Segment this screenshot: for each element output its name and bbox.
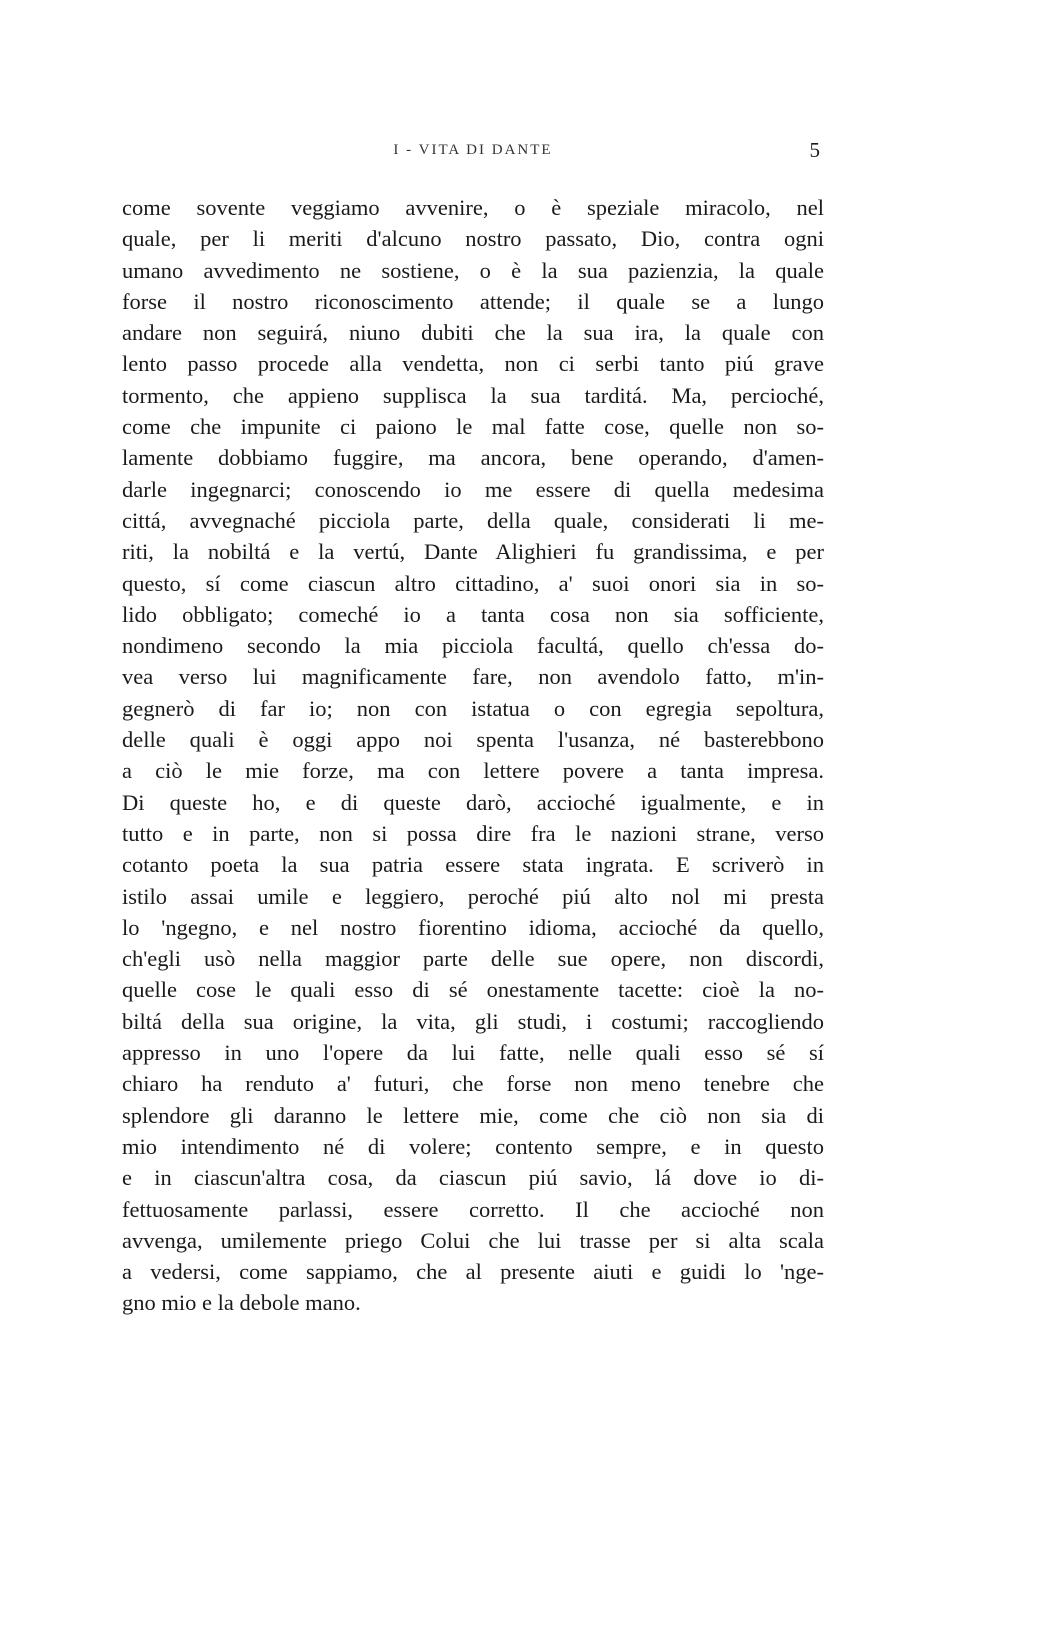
text-line: lamente dobbiamo fuggire, ma ancora, bene operando, d'amen- <box>122 445 824 471</box>
text-line: come sovente veggiamo avvenire, o è speziale miracolo, nel <box>122 195 824 220</box>
text-line: tormento, che appieno supplisca la sua tarditá. Ma, percioché, <box>122 382 824 408</box>
text-line: cotanto poeta la sua patria essere stata ingrata. E scriverò in <box>122 852 824 878</box>
text-line: come che impunite ci paiono le mal fatte cose, quelle non so- <box>122 414 824 440</box>
text-line: darle ingegnarci; conoscendo io me essere di quella medesima <box>122 476 824 502</box>
page-header <box>122 138 824 162</box>
text-line: a ciò le mie forze, ma con lettere povere a tanta impresa. <box>122 758 824 784</box>
text-line: umano avvedimento ne sostiene, o è la sua pazienzia, la quale <box>122 257 824 283</box>
text-line: chiaro ha renduto a' futuri, che forse non meno tenebre che <box>122 1071 824 1097</box>
text-line: Di queste ho, e di queste darò, accioché igualmente, e in <box>122 789 824 815</box>
text-line: avvenga, umilemente priego Colui che lui trasse per si alta scala <box>122 1227 824 1253</box>
text-line: lo 'ngegno, e nel nostro fiorentino idioma, accioché da quello, <box>122 914 824 940</box>
text-line: ch'egli usò nella maggior parte delle sue opere, non discordi, <box>122 946 824 972</box>
text-line: tutto e in parte, non si possa dire fra le nazioni strane, verso <box>122 820 824 846</box>
text-line: gno mio e la debole mano. <box>122 1290 361 1316</box>
text-line: questo, sí come ciascun altro cittadino, a' suoi onori sia in so- <box>122 570 824 596</box>
text-line: fettuosamente parlassi, essere corretto. Il che accioché non <box>122 1196 824 1222</box>
text-line: mio intendimento né di volere; contento sempre, e in questo <box>122 1133 824 1159</box>
text-line: quelle cose le quali esso di sé onestamente tacette: cioè la no- <box>122 977 824 1003</box>
text-line: nondimeno secondo la mia picciola facultá, quello ch'essa do- <box>122 633 824 659</box>
text-line: istilo assai umile e leggiero, peroché piú alto nol mi presta <box>122 883 824 909</box>
text-line: andare non seguirá, niuno dubiti che la sua ira, la quale con <box>122 320 824 346</box>
text-line: e in ciascun'altra cosa, da ciascun piú savio, lá dove io di- <box>122 1165 824 1191</box>
text-line: splendore gli daranno le lettere mie, come che ciò non sia di <box>122 1102 824 1128</box>
text-line: quale, per li meriti d'alcuno nostro passato, Dio, contra ogni <box>122 226 824 252</box>
page-number: 5 <box>809 138 820 162</box>
text-line: appresso in uno l'opere da lui fatte, nelle quali esso sé sí <box>122 1040 824 1066</box>
body-text <box>122 192 824 1319</box>
text-line: lento passo procede alla vendetta, non ci serbi tanto piú grave <box>122 351 824 377</box>
text-line: riti, la nobiltá e la vertú, Dante Alighieri fu grandissima, e per <box>122 539 824 565</box>
text-line: lido obbligato; comeché io a tanta cosa non sia sofficiente, <box>122 601 824 627</box>
text-line: gegnerò di far io; non con istatua o con egregia sepoltura, <box>122 695 824 721</box>
text-line: cittá, avvegnaché picciola parte, della quale, considerati li me- <box>122 507 824 533</box>
text-line: biltá della sua origine, la vita, gli studi, i costumi; raccogliendo <box>122 1008 824 1034</box>
text-line: vea verso lui magnificamente fare, non avendolo fatto, m'in- <box>122 664 824 690</box>
text-line: delle quali è oggi appo noi spenta l'usanza, né basterebbono <box>122 727 824 753</box>
text-line: forse il nostro riconoscimento attende; il quale se a lungo <box>122 288 824 314</box>
text-line: a vedersi, come sappiamo, che al presente aiuti e guidi lo 'nge- <box>122 1259 824 1285</box>
running-title: I - VITA DI DANTE <box>393 142 553 158</box>
